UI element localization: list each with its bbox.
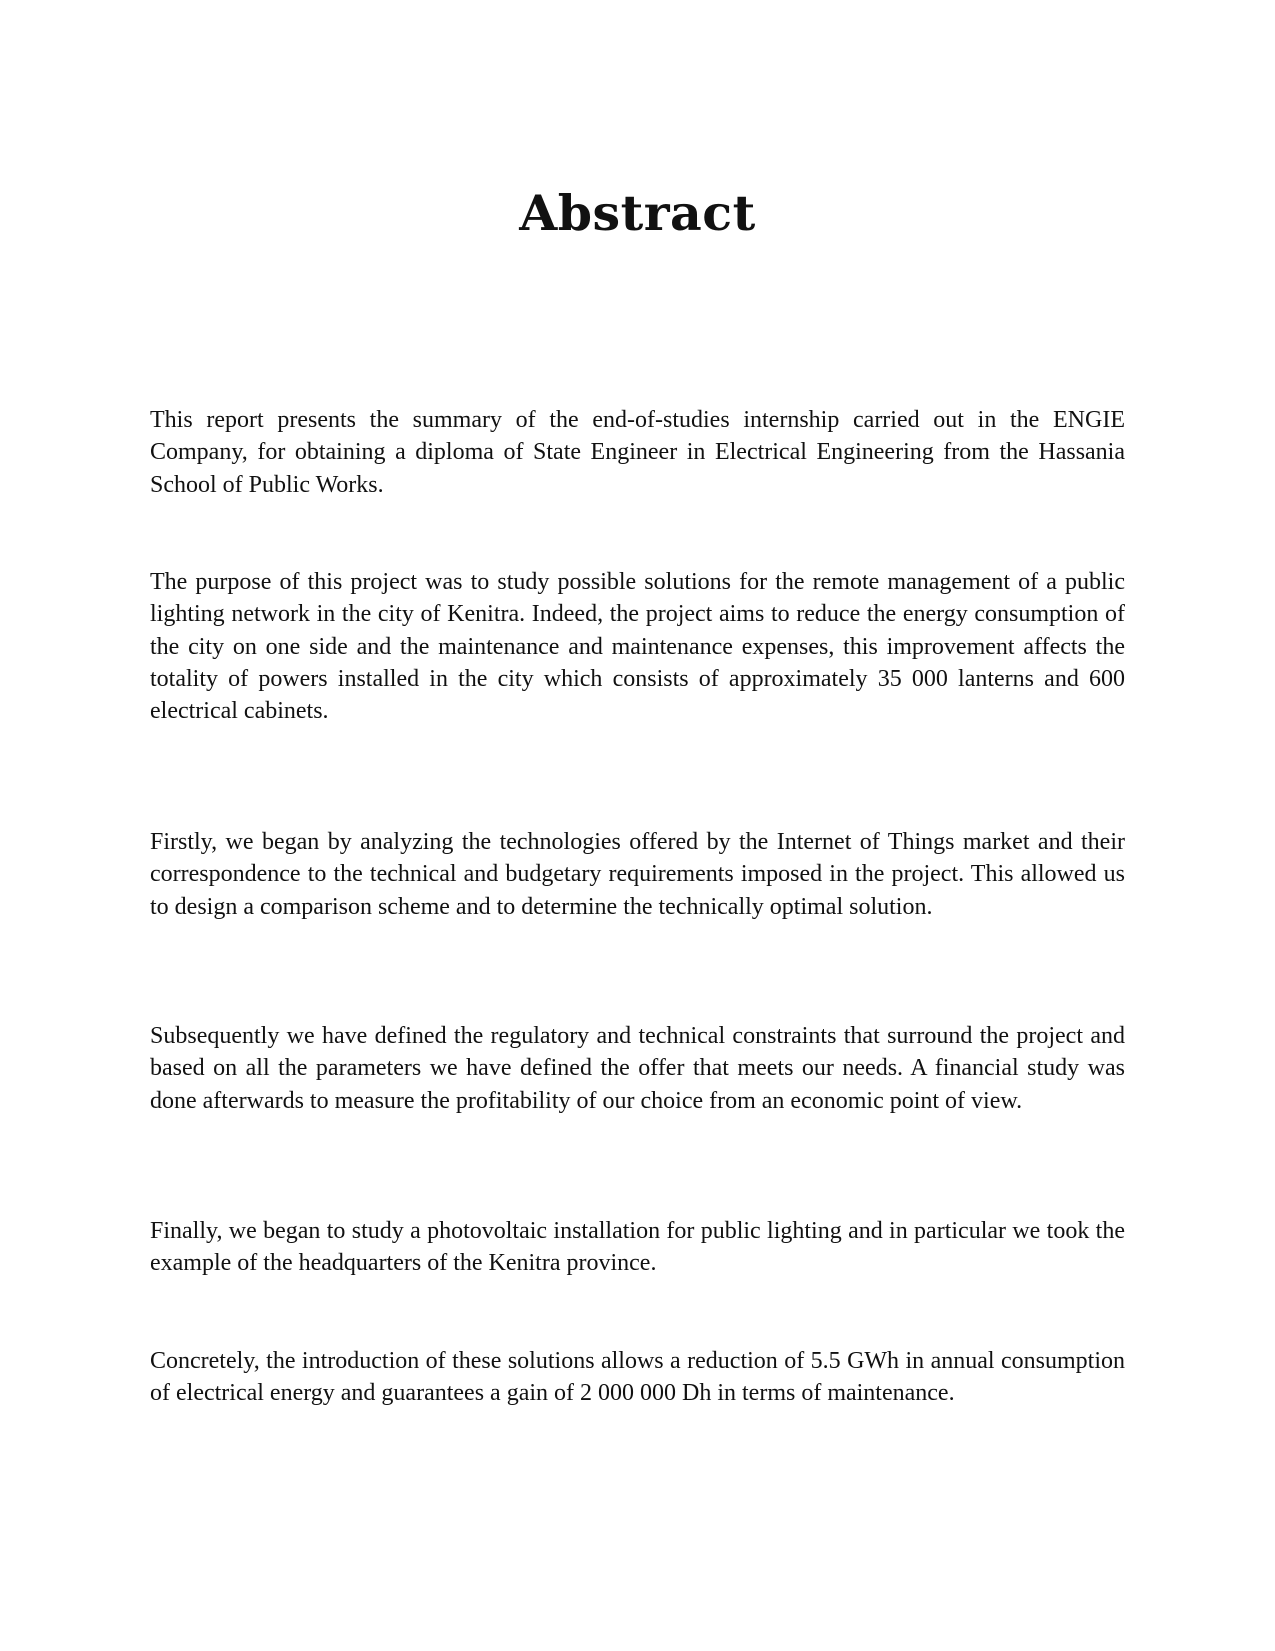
abstract-paragraph-5: Finally, we began to study a photovoltaic installation for public lighting and in particular we took the example of the headquarters of the Kenitra province. (150, 1218, 1125, 1277)
page-title: Abstract (519, 184, 756, 242)
abstract-paragraph-4: Subsequently we have defined the regulatory and technical constraints that surround the project and based on all the parameters we have defined the offer that meets our needs. A financial study was done afterwards to measure the profitability of our choice from an economic point of view. (150, 1023, 1125, 1114)
abstract-paragraph-1: This report presents the summary of the end-of-studies internship carried out in the ENGIE Company, for obtaining a diploma of State Engineer in Electrical Engineering from the Hassania School of Public Works. (150, 407, 1125, 498)
abstract-paragraph-3: Firstly, we began by analyzing the technologies offered by the Internet of Things market and their correspondence to the technical and budgetary requirements imposed in the project. This allowed us to design a comparison scheme and to determine the technically optimal solution. (150, 829, 1125, 920)
abstract-paragraph-6: Concretely, the introduction of these solutions allows a reduction of 5.5 GWh in annual consumption of electrical energy and guarantees a gain of 2 000 000 Dh in terms of maintenance. (150, 1348, 1125, 1407)
abstract-paragraph-2: The purpose of this project was to study possible solutions for the remote management of a public lighting network in the city of Kenitra. Indeed, the project aims to reduce the energy consumption of the city on one side and the maintenance and maintenance expenses, this improvement affects the totality of powers installed in the city which consists of approximately 35 000 lanterns and 600 electrical cabinets. (150, 569, 1125, 725)
